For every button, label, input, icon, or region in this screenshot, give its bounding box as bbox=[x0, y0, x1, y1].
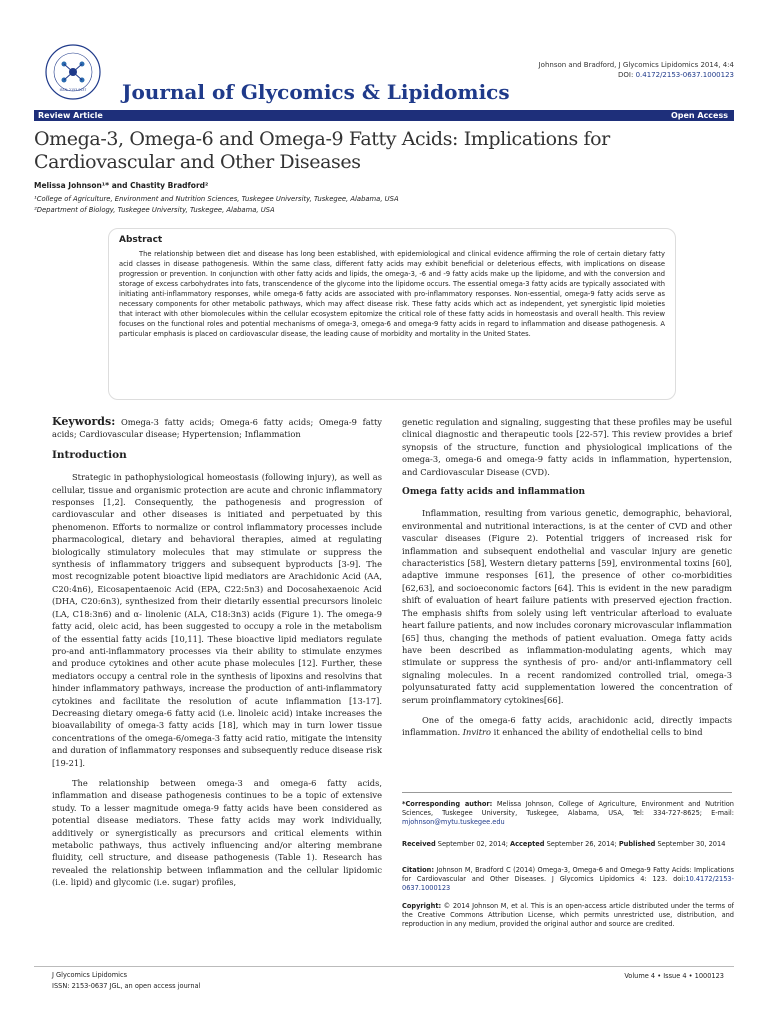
intro-paragraph-2: The relationship between omega-3 and omega-6 fatty acids, inflammation and disease pathogenesis continues to be a topic of extensive study. To a lesser magnitude omega-9 fatty acids have been considered as potential disease mediators. These fatty acids may work individually, additively or synergistically as precursors and critical elements within metabolic pathways, thus actively influencing and/or altering membrane fluidity, cell structure, and disease pathogenesis (Table 1). Research has revealed the relationship between inflammation and the cellular lipidomic (i.e. lipid) and glycomic (i.e. sugar) profiles, bbox=[52, 777, 382, 888]
keywords bbox=[52, 416, 382, 441]
keywords-text: Omega-3 fatty acids; Omega-6 fatty acids; Omega-9 fatty acids; Cardiovascular disease; Hypertension; Inflammation bbox=[52, 417, 382, 440]
right-paragraph-3-b: it enhanced the ability of endothelial cells to bind bbox=[491, 727, 703, 738]
header-doi bbox=[539, 70, 734, 80]
corr-text: Melissa Johnson, College of Agriculture, Environment and Nutrition Sciences, Tuskegee University, Tuskegee, Alabama, USA, Tel: 334-727-8625; E-mail: bbox=[402, 800, 734, 817]
footer-volume: Volume 4 • Issue 4 • 1000123 bbox=[624, 972, 724, 980]
doi-link[interactable]: 0.4172/2153-0637.1000123 bbox=[635, 71, 734, 79]
citation-label: Citation: bbox=[402, 866, 434, 874]
copyright-note bbox=[402, 902, 734, 929]
keywords-label: Keywords: bbox=[52, 415, 116, 428]
affiliation-2: ²Department of Biology, Tuskegee University, Tuskegee, Alabama, USA bbox=[34, 206, 275, 214]
abstract-text: The relationship between diet and disease has long been established, with epidemiological and clinical evidence affirming the role of certain dietary fatty acid classes in disease pathogenesis. Within the same class, different fatty acids may exhibit beneficial or deleterious effects, with implications on disease progression or prevention. In conjunction with other fatty acids and lipids, the omega-3, -6 and -9 fatty acids make up the lipidome, and with the conversion and storage of excess carbohydrates into fats, transcendence of the glycome into the lipidome occurs. The essential omega-3 fatty acids are typically associated with initiating anti-inflammatory responses, while omega-6 fatty acids are associated with pro-inflammatory responses. Non-essential, omega-9 fatty acids serve as necessary components for other metabolic pathways, which may affect disease risk. These fatty acids which act as independent, yet synergistic lipid moieties that interact with other biomolecules within the cellular ecosystem epitomize the critical role of these fatty acids in homeostasis and overall health. This review focuses on the functional roles and potential mechanisms of omega-3, omega-6 and omega-9 fatty acids in regard to inflammation and disease pathogenesis. A particular emphasis is placed on cardiovascular disease, the leading cause of morbidity and mortality in the United States. bbox=[119, 250, 665, 338]
published-label: Published bbox=[618, 840, 656, 848]
right-paragraph-3-a: One of the omega-6 fatty acids, arachidonic acid, directly impacts inflammation. bbox=[402, 714, 732, 738]
citation-text: Johnson M, Bradford C (2014) Omega-3, Omega-6 and Omega-9 Fatty Acids: Implications for Cardiovascular and Other Diseases. J Glycomics Lipidomics 4: 123. doi: bbox=[402, 866, 734, 883]
open-access-label: Open Access bbox=[670, 111, 728, 120]
abstract-box bbox=[108, 228, 676, 400]
citation-note bbox=[402, 866, 734, 893]
journal-logo bbox=[34, 42, 112, 102]
copyright-text: © 2014 Johnson M, et al. This is an open-access article distributed under the terms of the Creative Commons Attribution License, which permits unrestricted use, distribution, and reproduction in any medium, provided the original author and source are credited. bbox=[402, 902, 734, 928]
accepted-label: Accepted bbox=[510, 840, 545, 848]
authors: Melissa Johnson¹* and Chastity Bradford² bbox=[34, 181, 209, 190]
corr-label: *Corresponding author: bbox=[402, 800, 493, 808]
header-citation-text: Johnson and Bradford, J Glycomics Lipidomics 2014, 4:4 bbox=[538, 61, 734, 69]
intro-paragraph-1: Strategic in pathophysiological homeostasis (following injury), as well as cellular, tissue and organismic protection are acute and chronic inflammatory responses [1,2]. Consequently, the pathogenesis and progression of cardiovascular and other diseases is initiated and perpetuated by this phenomenon. Efforts to normalize or control inflammatory processes include pharmacological, dietary and behavioral therapies, aimed at regulating biologically stimulatory molecules that may stimulate or suppress the synthesis of inflammatory triggers and subsequent byproducts [3-9]. The most recognizable potent bioactive lipid mediators are Arachidonic Acid (AA, C20:4n6), Eicosapentaenoic Acid (EPA, C22:5n3) and Docosahexaenoic Acid (DHA, C20:6n3), synthesized from their dietarily essential precursors linoleic (LA, C18:3n6) and α- linolenic (ALA, C18:3n3) acids (Figure 1). The omega-9 fatty acid, oleic acid, has been suggested to occupy a role in the metabolism of the essential fatty acids [10,11]. These bioactive lipid mediators regulate pro-and anti-inflammatory processes via their ability to stimulate enzymes and produce cytokines and other acute phase molecules [12]. Further, these mediators occupy a central role in the synthesis of lipoxins and resolvins that hinder inflammatory pathways, increase the production of anti-inflammatory cytokines and facilitate the resolution of acute inflammation [13-17]. Decreasing dietary omega-6 fatty acid (i.e. linoleic acid) intake increases the bioavailability of omega-3 fatty acids [18], which may in turn lower tissue concentrations of the omega-6/omega-3 fatty acid ratio, mitigate the intensity and duration of inflammatory responses and subsequently reduce disease risk [19-21]. bbox=[52, 472, 382, 768]
abstract-heading: Abstract bbox=[119, 235, 163, 245]
right-paragraph-1: genetic regulation and signaling, suggesting that these profiles may be useful clinical diagnostic and therapeutic tools [22-57]. This review provides a brief synopsis of the structure, function and physiological implications of the omega-3, omega-6 and omega-9 fatty acids in inflammation, hypertension, and Cardiovascular Disease (CVD). bbox=[402, 417, 732, 477]
accepted-text: September 26, 2014; bbox=[544, 840, 619, 848]
introduction-heading: Introduction bbox=[52, 448, 127, 461]
citation-doi-link[interactable]: 10.4172/2153-0637.1000123 bbox=[402, 875, 734, 892]
right-paragraph-2: Inflammation, resulting from various genetic, demographic, behavioral, environmental and nutritional interactions, is at the center of CVD and other vascular diseases (Figure 2). Potential triggers of increased risk for inflammation and subsequent endothelial and vascular injury are genetic characteristics [58], Western dietary patterns [59], environmental toxins [60], adaptive immune responses [61], the presence of other co-morbidities [62,63], and socioeconomic factors [64]. This is evident in the new paradigm shift of evaluation of heart failure patients with preserved ejection fraction. The emphasis shifts from solely using left ventricular afterload to evaluate heart failure patients, and now includes coronary microvascular inflammation [65] thus, changing the methods of patient evaluation. Omega fatty acids have been described as inflammation-modulating agents, which may stimulate or suppress the synthesis of pro- and/or anti-inflammatory cell signaling molecules. In a recent randomized controlled trial, omega-3 polyunsaturated fatty acid supplementation lowered the concentration of serum proinflammatory cytokines[66]. bbox=[402, 508, 732, 705]
header-citation bbox=[539, 60, 734, 80]
footer-left bbox=[52, 970, 200, 992]
footer-divider bbox=[34, 966, 734, 967]
corr-email-link[interactable]: mjohnson@mytu.tuskegee.edu bbox=[402, 818, 505, 826]
footer-journal: J Glycomics Lipidomics bbox=[52, 971, 128, 979]
right-paragraph-3-italic: Invitro bbox=[462, 727, 492, 738]
article-type: Review Article bbox=[38, 111, 103, 120]
dates-note bbox=[402, 840, 734, 849]
omega-inflammation-heading: Omega fatty acids and inflammation bbox=[402, 487, 586, 498]
footer-issn: ISSN: 2153-0637 JGL, an open access journal bbox=[52, 982, 201, 990]
article-type-banner bbox=[34, 110, 734, 121]
received-text: September 02, 2014; bbox=[435, 840, 511, 848]
journal-title: Journal of Glycomics & Lipidomics bbox=[122, 80, 510, 104]
published-text: September 30, 2014 bbox=[655, 840, 726, 848]
received-label: Received bbox=[402, 840, 436, 848]
footnote-divider bbox=[402, 792, 732, 793]
left-column bbox=[52, 416, 382, 897]
affiliation-1: ¹College of Agriculture, Environment and Nutrition Sciences, Tuskegee University, Tuskegee, Alabama, USA bbox=[34, 195, 399, 203]
copyright-label: Copyright: bbox=[402, 902, 442, 910]
doi-label: DOI: bbox=[618, 71, 634, 79]
corresponding-author-note bbox=[402, 800, 734, 827]
right-paragraph-3 bbox=[402, 714, 732, 739]
logo-issn: ISSN: 2153-0637 bbox=[59, 88, 87, 92]
article-title: Omega-3, Omega-6 and Omega-9 Fatty Acids: Implications for Cardiovascular and Other Diseases bbox=[34, 128, 610, 173]
right-column bbox=[402, 416, 732, 747]
